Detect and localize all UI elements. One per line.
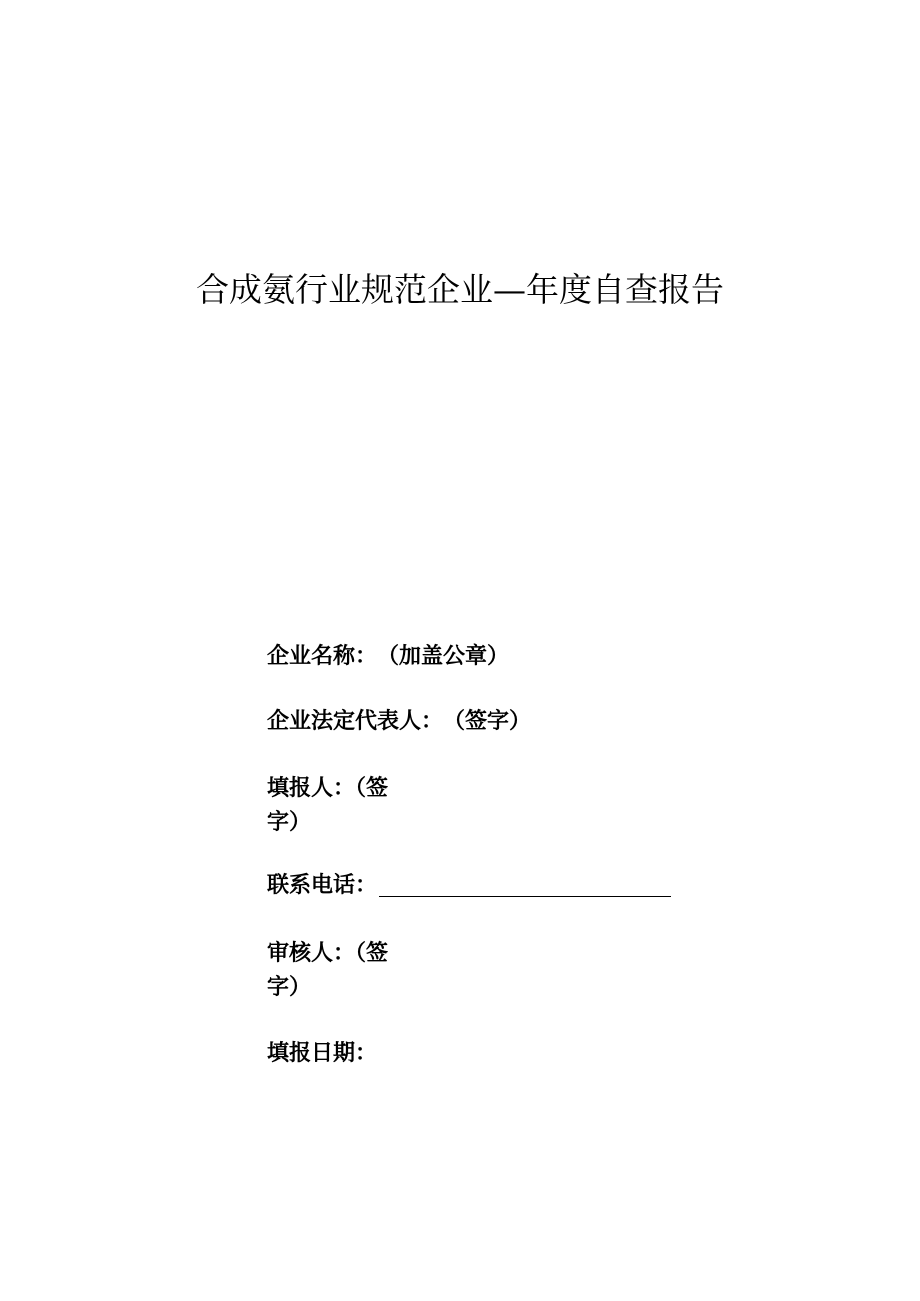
fill-date-field xyxy=(267,1038,377,1070)
legal-representative-label: 企业法定代表人： xyxy=(267,709,444,734)
company-name-field xyxy=(267,641,509,673)
legal-representative-value: （签字） xyxy=(443,709,532,734)
fill-date-label: 填报日期： xyxy=(267,1041,378,1066)
filler-value: （签字） xyxy=(267,776,389,835)
filler-text xyxy=(267,772,412,840)
reviewer-value: （签字） xyxy=(267,941,389,1000)
phone-label: 联系电话： xyxy=(267,873,378,898)
filler-label: 填报人： xyxy=(267,776,356,801)
reviewer-text xyxy=(267,937,412,1005)
document-title: 合成氨行业规范企业—年度自查报告 xyxy=(196,270,724,309)
filler-field xyxy=(267,772,412,840)
reviewer-label: 审核人： xyxy=(267,941,356,966)
legal-representative-field xyxy=(267,706,531,738)
company-name-value: （加盖公章） xyxy=(377,644,510,669)
phone-blank-line[interactable] xyxy=(379,870,671,897)
phone-field xyxy=(267,870,671,902)
company-name-label: 企业名称： xyxy=(267,644,378,669)
reviewer-field xyxy=(267,937,412,1005)
